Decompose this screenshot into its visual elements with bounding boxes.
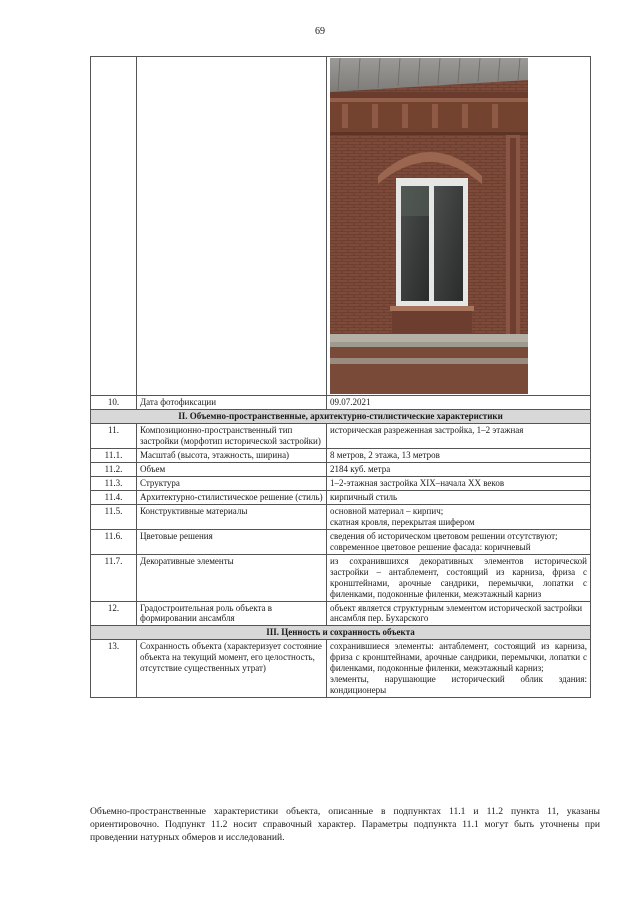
row-num: 12. (91, 601, 137, 626)
photo-row-label (137, 57, 327, 396)
row-num: 11.3. (91, 476, 137, 490)
row-value-line: историческая разреженная застройка, 1–2 этажная (330, 424, 524, 435)
row-num: 11.7. (91, 554, 137, 601)
section-header-row (91, 409, 591, 423)
row-label: Масштаб (высота, этажность, ширина) (137, 448, 327, 462)
row-value-line: из сохранившихся декоративных элементов исторической застройки – антаблемент, состоящий из карниза, фриза с кронштейнами, арочные сандрики, перемычки, лопатки с филенками, подоконные филенки, межэтажный карниз (330, 555, 587, 599)
row-value-line: 8 метров, 2 этажа, 13 метров (330, 449, 440, 460)
row-value-line: 1–2-этажная застройка XIX–начала XX веков (330, 477, 505, 488)
row-label: Цветовые решения (137, 529, 327, 554)
table-row (91, 462, 591, 476)
row-num: 11.5. (91, 504, 137, 529)
photo-row (91, 57, 591, 396)
table-row (91, 640, 591, 698)
table-row (91, 554, 591, 601)
row-label: Объем (137, 462, 327, 476)
row-label: Сохранность объекта (характеризует состояние объекта на текущий момент, его целостность, отсутствие существенных утрат) (137, 640, 327, 698)
row-value (327, 504, 591, 529)
row-label: Дата фотофиксации (137, 396, 327, 410)
row-value-line: основной материал – кирпич; (330, 505, 444, 516)
photo-cell (327, 57, 591, 396)
table-row (91, 448, 591, 462)
row-num: 11.4. (91, 490, 137, 504)
row-value-line: кирпичный стиль (330, 491, 398, 502)
row-value (327, 601, 591, 626)
row-num: 13. (91, 640, 137, 698)
row-value-line: 2184 куб. метра (330, 463, 391, 474)
row-num: 11.6. (91, 529, 137, 554)
table-row (91, 476, 591, 490)
row-label: Градостроительная роль объекта в формировании ансамбля (137, 601, 327, 626)
row-num: 10. (91, 396, 137, 410)
row-value-line: современное цветовое решение фасада: коричневый (330, 541, 531, 552)
characteristics-table (90, 56, 591, 698)
row-value-line: объект является структурным элементом исторической застройки ансамбля пер. Бухарского (330, 602, 583, 624)
row-label: Композиционно-пространственный тип застройки (морфотип исторической застройки) (137, 423, 327, 448)
table-row (91, 396, 591, 410)
section-2-title: II. Объемно-пространственные, архитектурно-стилистические характеристики (91, 409, 591, 423)
row-value-line: скатная кровля, перекрытая шифером (330, 516, 475, 527)
section-3-title: III. Ценность и сохранность объекта (91, 626, 591, 640)
table-row (91, 504, 591, 529)
photo-row-num (91, 57, 137, 396)
row-value (327, 529, 591, 554)
row-label: Структура (137, 476, 327, 490)
building-facade-photo (330, 58, 528, 394)
row-value (327, 396, 591, 410)
row-value-line: элементы, нарушающие исторический облик здания: кондиционеры (330, 674, 587, 696)
row-num: 11. (91, 423, 137, 448)
footnote: Объемно-пространственные характеристики объекта, описанные в подпунктах 11.1 и 11.2 пункта 11, указаны ориентировочно. Подпункт 11.2 носит справочный характер. Параметры подпункта 11.1 могут быть уточнены при проведении натурных обмеров и исследований. (90, 806, 600, 843)
row-num: 11.2. (91, 462, 137, 476)
row-label: Архитектурно-стилистическое решение (стиль) (137, 490, 327, 504)
row-value (327, 462, 591, 476)
row-value-line: 09.07.2021 (330, 397, 371, 407)
row-value-line: сведения об историческом цветовом решении отсутствуют; (330, 530, 558, 541)
row-value (327, 640, 591, 698)
row-value (327, 476, 591, 490)
table-row (91, 601, 591, 626)
row-value (327, 490, 591, 504)
table-row (91, 423, 591, 448)
row-value (327, 448, 591, 462)
row-value (327, 423, 591, 448)
table-row (91, 490, 591, 504)
row-value-line: сохранившиеся элементы: антаблемент, состоящий из карниза, фриза с кронштейнами, арочные сандрики, перемычки, лопатки с филенками, подоконные филенки, межэтажный карниз; (330, 641, 587, 674)
page-number: 69 (315, 26, 325, 37)
row-num: 11.1. (91, 448, 137, 462)
table-row (91, 529, 591, 554)
row-label: Декоративные элементы (137, 554, 327, 601)
row-value (327, 554, 591, 601)
section-header-row (91, 626, 591, 640)
row-label: Конструктивные материалы (137, 504, 327, 529)
